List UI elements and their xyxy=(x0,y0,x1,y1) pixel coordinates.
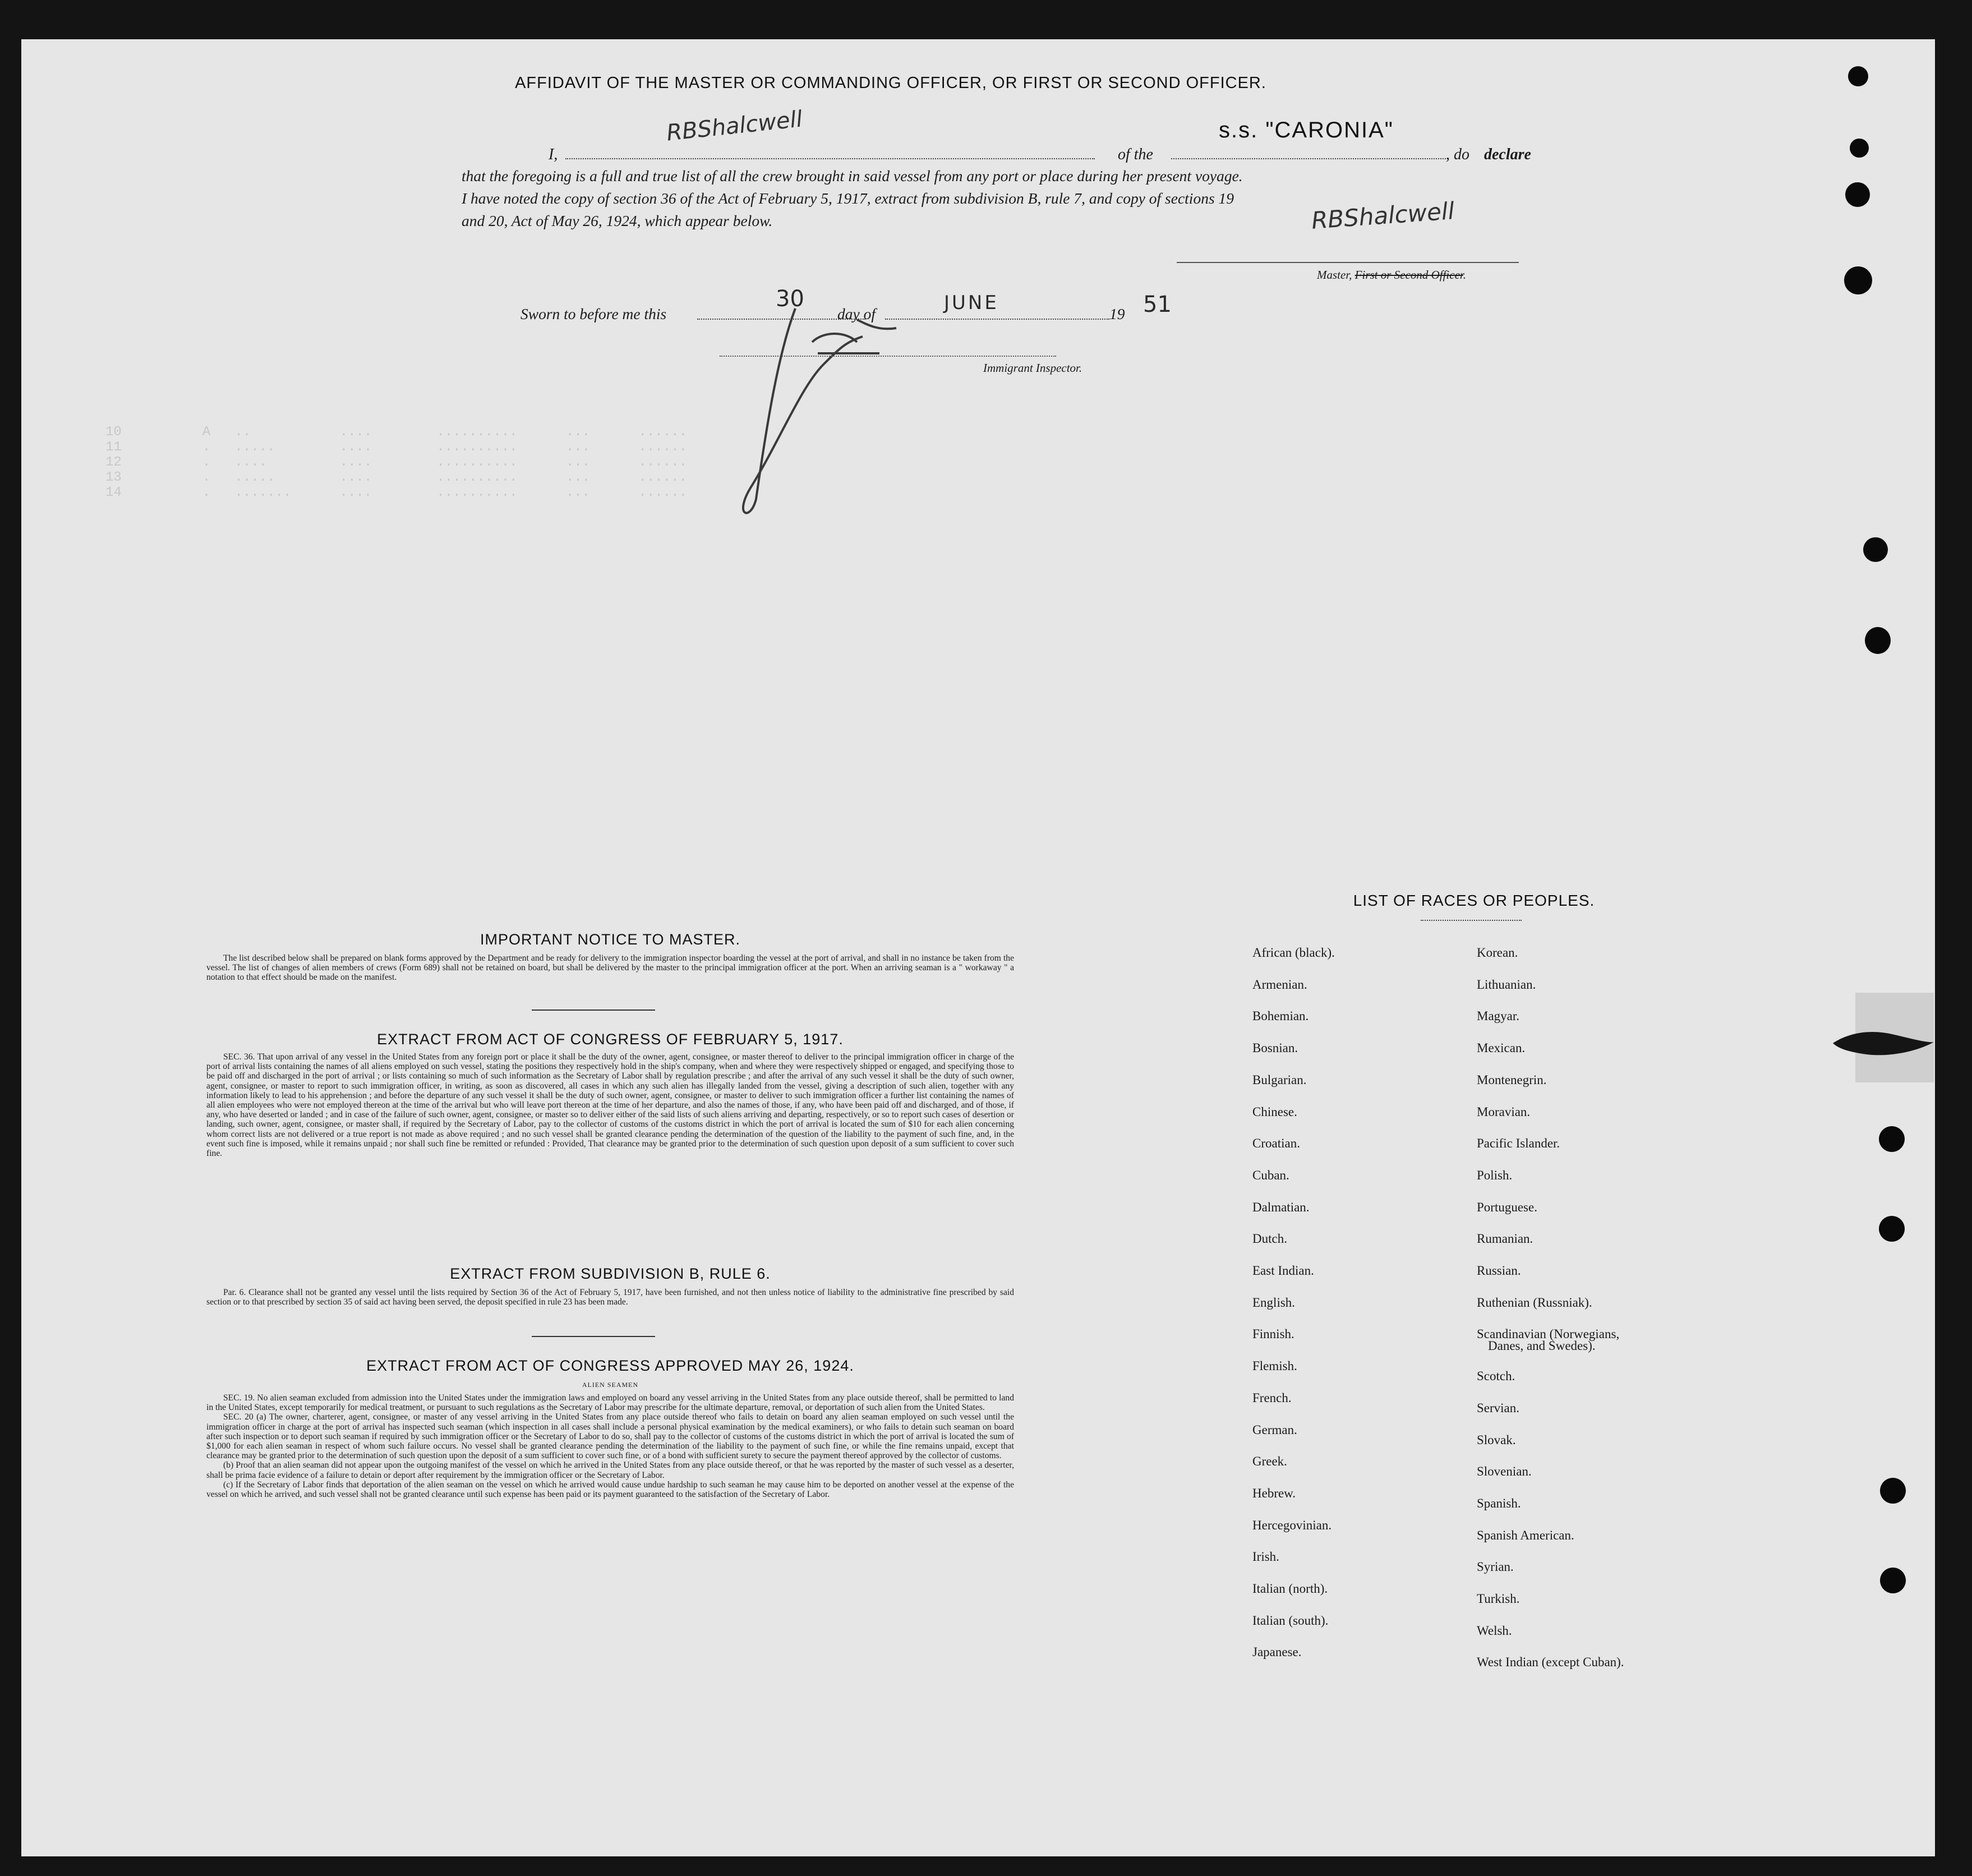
binder-hole-2 xyxy=(1850,139,1869,158)
extract-1924-title: EXTRACT FROM ACT OF CONGRESS APPROVED MAY 26, 1924. xyxy=(366,1357,854,1374)
extract-1924-sec20b: (b) Proof that an alien seaman did not appear upon the outgoing manifest of the vessel on which he arrived in the United States from any place outside thereof, or that he was reported by the master of such vessel as a deserter, shall be prima facie evidence of a failure to detain or deport after requirement by the immigration officer or the Secretary of Labor. xyxy=(206,1460,1014,1480)
race-item-right-18: Spanish. xyxy=(1477,1496,1521,1510)
race-item-left-15: French. xyxy=(1252,1390,1292,1405)
race-item-right-9: Portuguese. xyxy=(1477,1200,1537,1214)
sworn-day: 30 xyxy=(776,286,804,312)
binder-hole-6 xyxy=(1865,627,1891,654)
race-item-left-3: Bohemian. xyxy=(1252,1009,1309,1024)
race-item-right-8: Polish. xyxy=(1477,1168,1513,1182)
race-item-right-10: Rumanian. xyxy=(1477,1232,1533,1246)
race-item-right-6: Moravian. xyxy=(1477,1104,1531,1119)
race-item-right-19: Spanish American. xyxy=(1477,1528,1574,1542)
race-item-left-16: German. xyxy=(1252,1422,1297,1437)
do-label: , do xyxy=(1446,146,1469,163)
race-item-left-17: Greek. xyxy=(1252,1454,1287,1469)
affidavit-title: AFFIDAVIT OF THE MASTER OR COMMANDING OFFICER, OR FIRST OR SECOND OFFICER. xyxy=(515,74,1266,92)
declaration-line-1: that the foregoing is a full and true list of all the crew brought in said vessel from any port or place during her present voyage. xyxy=(462,167,1243,185)
extract-1924-subtitle: ALIEN SEAMEN xyxy=(582,1381,639,1389)
extract-subdivision-b-body: Par. 6. Clearance shall not be granted any vessel until the lists required by Section 36 of the Act of February 5, 1917, have been furnished, and not then unless notice of liability to the administrative fine prescribed by said section or to that prescribed by section 35 of said act having been served, the deposit specified in rule 23 has been made. xyxy=(206,1288,1014,1307)
race-item-right-3: Magyar. xyxy=(1477,1009,1520,1024)
declaration-line-2: I have noted the copy of section 36 of the Act of February 5, 1917, extract from subdivision B, rule 7, and copy of sections 19 xyxy=(462,190,1234,207)
race-item-right-1: Korean. xyxy=(1477,946,1518,960)
race-item-left-20: Irish. xyxy=(1252,1550,1279,1564)
race-item-right-22: Welsh. xyxy=(1477,1623,1512,1638)
binder-hole-1 xyxy=(1848,66,1868,86)
notice-title: IMPORTANT NOTICE TO MASTER. xyxy=(480,931,741,948)
extract-1924-sec20c: (c) If the Secretary of Labor finds that deportation of the alien seaman on the vessel on which he arrived would cause undue hardship to such seaman he may cause him to be deported on another vessel at the expense of the vessel on which he arrived, and such vessel shall not be granted clearance until such expense has been paid or its payment guaranteed to the satisfaction of the Secretary of Labor. xyxy=(206,1479,1014,1500)
race-item-left-4: Bosnian. xyxy=(1252,1041,1298,1055)
race-item-right-20: Syrian. xyxy=(1477,1560,1514,1574)
race-right-continuation: Danes, and Swedes). xyxy=(1488,1339,1596,1353)
notice-divider xyxy=(532,1010,655,1011)
inspector-signature-line xyxy=(720,356,1056,357)
race-item-left-8: Cuban. xyxy=(1252,1168,1289,1182)
race-item-right-2: Lithuanian. xyxy=(1477,977,1536,992)
race-item-left-13: Finnish. xyxy=(1252,1327,1294,1342)
binder-hole-4 xyxy=(1844,266,1872,294)
race-item-right-16: Slovak. xyxy=(1477,1432,1516,1447)
races-divider xyxy=(1421,920,1522,921)
sworn-month: JUNE xyxy=(944,292,999,314)
extract-1924-sec20a: SEC. 20 (a) The owner, charterer, agent, consignee, or master of any vessel arriving in the United States from any place outside thereof who fails to detain on board any alien seaman employed on such vessel until the immigration officer in charge at the port of arrival has inspected such seaman (which inspection in all cases shall include a personal physical examination by the medical examiners), or who fails to detain such seaman on board after such inspection or to deport such seaman if required by such immigration officer or the Secretary of Labor to do so, shall pay to the collector of customs of the customs district in which the port of arrival is located the sum of $1,000 for each alien seaman in respect of whom such failure occurs. No vessel shall be granted clearance pending the determination of the liability to the payment of such fine, or while the fine remains unpaid, except that clearance may be granted prior to the determination of such question upon the deposit of a sum sufficient to cover such fine, or of a bond with sufficient surety to secure the payment thereof approved by the collector of customs. xyxy=(206,1412,1014,1461)
affidavit-i-label: I, xyxy=(549,146,558,163)
stain-mark xyxy=(1833,1026,1934,1060)
binder-hole-8 xyxy=(1879,1216,1905,1242)
master-signature-1: RBShalcwell xyxy=(665,106,804,146)
race-item-right-15: Servian. xyxy=(1477,1400,1520,1415)
extract-1917-body: SEC. 36. That upon arrival of any vessel in the United States from any foreign port or place it shall be the duty of the owner, agent, consignee, or master thereof to deliver to the principal immigration officer in charge of the port of arrival lists containing the names of all aliens employed on such vessel, stating the positions they respectively hold in the ship's company, when and where they were respectively shipped or engaged, and specifying those to be paid off and discharged in the port of arrival ; or lists containing so much of such information as the Secretary of Labor shall by regulation prescribe ; and after the arrival of any such vessel it shall be the duty of such owner, agent, consignee, or master to report to such immigration officer, in writing, as soon as discovered, all cases in which any such alien has illegally landed from the vessel, giving a description of such alien, together with any information likely to lead to his apprehension ; and before the departure of any such vessel it shall be the duty of such owner, agent, consignee, or master to deliver to such immigration officer a further list containing the names of all alien employees who were not employed thereon at the time of the arrival but who will leave port thereon at the time of her departure, and also the names of those, if any, who have been paid off and discharged, and of those, if any, who have deserted or landed ; and in case of the failure of such owner, agent, consignee, or master so to deliver either of the said lists of such aliens arriving and departing, respectively, or so to report such cases of desertion or landing, such owner, agent, consignee, or master shall, if required by the Secretary of Labor, pay to the collector of customs of the customs district in which the port of arrival is located the sum of $10 for each alien concerning whom correct lists are not delivered or a true report is not made as above required ; and no such vessel shall be granted clearance pending the determination of the question of the liability to the payment of such fine, and, in the event such fine is imposed, while it remains unpaid ; nor shall such fine be remitted or refunded : Provided, That clearance may be granted prior to the determination of such question upon deposit of a sum sufficient to cover such fine. xyxy=(206,1052,1014,1159)
binder-hole-5 xyxy=(1863,537,1888,562)
race-item-left-19: Hercegovinian. xyxy=(1252,1518,1332,1532)
master-signature-2: RBShalcwell xyxy=(1310,197,1455,234)
affidavit-of-the-label: of the xyxy=(1118,146,1153,163)
race-item-left-1: African (black). xyxy=(1252,946,1335,960)
binder-hole-9 xyxy=(1880,1478,1906,1504)
inspector-caption: Immigrant Inspector. xyxy=(983,361,1082,375)
extract-1917-title: EXTRACT FROM ACT OF CONGRESS OF FEBRUARY 5, 1917. xyxy=(377,1031,844,1048)
binder-hole-3 xyxy=(1845,182,1870,207)
bleed-through-text: 10 A .. .... .......... ... ...... 11 . ..... .... .......... ... ...... 12 . .... .... .......... ... ...... 13 . ..... .... .......... ... ...... 14 . ....... .... .......... ... ...... xyxy=(105,425,687,500)
races-title: LIST OF RACES OR PEOPLES. xyxy=(1353,892,1595,909)
extract-1924-body xyxy=(206,1393,1014,1499)
sworn-label: Sworn to before me this xyxy=(520,305,667,322)
race-item-left-11: East Indian. xyxy=(1252,1264,1314,1278)
sworn-year-suffix: 51 xyxy=(1143,292,1172,317)
race-item-left-23: Japanese. xyxy=(1252,1645,1302,1660)
race-item-right-13: Scandinavian (Norwegians, xyxy=(1477,1327,1620,1342)
race-item-right-23: West Indian (except Cuban). xyxy=(1477,1655,1624,1670)
subdivision-divider xyxy=(532,1336,655,1337)
race-item-left-10: Dutch. xyxy=(1252,1232,1287,1246)
race-item-left-12: English. xyxy=(1252,1295,1296,1310)
inspector-signature xyxy=(711,275,958,544)
race-item-right-5: Montenegrin. xyxy=(1477,1072,1547,1087)
vessel-fill-line xyxy=(1171,158,1446,159)
day-of-label: day of xyxy=(837,305,876,322)
master-signature-line xyxy=(1177,262,1519,263)
race-item-right-7: Pacific Islander. xyxy=(1477,1136,1560,1151)
race-item-left-5: Bulgarian. xyxy=(1252,1072,1307,1087)
extract-1924-sec19: SEC. 19. No alien seaman excluded from admission into the United States under the immigration laws and employed on board any vessel arriving in the United States from any place outside thereof, shall be permitted to land in the United States, except temporarily for medical treatment, or pursuant to such regulations as the Secretary of Labor may prescribe for the ultimate departure, removal, or deportation of such alien from the United States. xyxy=(206,1393,1014,1413)
declare-label: declare xyxy=(1484,146,1531,163)
race-item-right-12: Ruthenian (Russniak). xyxy=(1477,1295,1592,1310)
binder-hole-7 xyxy=(1879,1126,1905,1152)
declaration-line-3: and 20, Act of May 26, 1924, which appear below. xyxy=(462,212,773,229)
binder-hole-10 xyxy=(1880,1568,1906,1593)
race-item-right-11: Russian. xyxy=(1477,1264,1521,1278)
race-item-left-18: Hebrew. xyxy=(1252,1486,1296,1500)
race-item-left-9: Dalmatian. xyxy=(1252,1200,1310,1214)
name-fill-line xyxy=(565,158,1095,159)
race-item-left-2: Armenian. xyxy=(1252,977,1307,992)
race-item-right-17: Slovenian. xyxy=(1477,1464,1532,1479)
race-item-left-14: Flemish. xyxy=(1252,1359,1297,1373)
manifest-page xyxy=(21,39,1935,1856)
ship-name: s.s. "CARONIA" xyxy=(1219,118,1394,142)
notice-body: The list described below shall be prepared on blank forms approved by the Department and be ready for delivery to the immigration inspector boarding the vessel at the port of arrival, and shall in no instance be taken from the vessel. The list of changes of alien members of crews (Form 689) shall not be retained on board, but shall be delivered by the master to the principal immigration officer at the port. When an arriving seaman is a " workaway " a notation to that effect should be made on the manifest. xyxy=(206,953,1014,983)
race-item-left-6: Chinese. xyxy=(1252,1104,1297,1119)
race-item-right-14: Scotch. xyxy=(1477,1369,1515,1384)
race-item-right-21: Turkish. xyxy=(1477,1592,1520,1606)
master-caption: Master, First or Second Officer. xyxy=(1317,268,1466,282)
race-item-left-21: Italian (north). xyxy=(1252,1582,1328,1596)
race-item-left-22: Italian (south). xyxy=(1252,1613,1329,1628)
year-prefix: 19 xyxy=(1109,305,1125,322)
race-item-left-7: Croatian. xyxy=(1252,1136,1300,1151)
extract-subdivision-b-title: EXTRACT FROM SUBDIVISION B, RULE 6. xyxy=(450,1265,771,1282)
race-item-right-4: Mexican. xyxy=(1477,1041,1526,1055)
